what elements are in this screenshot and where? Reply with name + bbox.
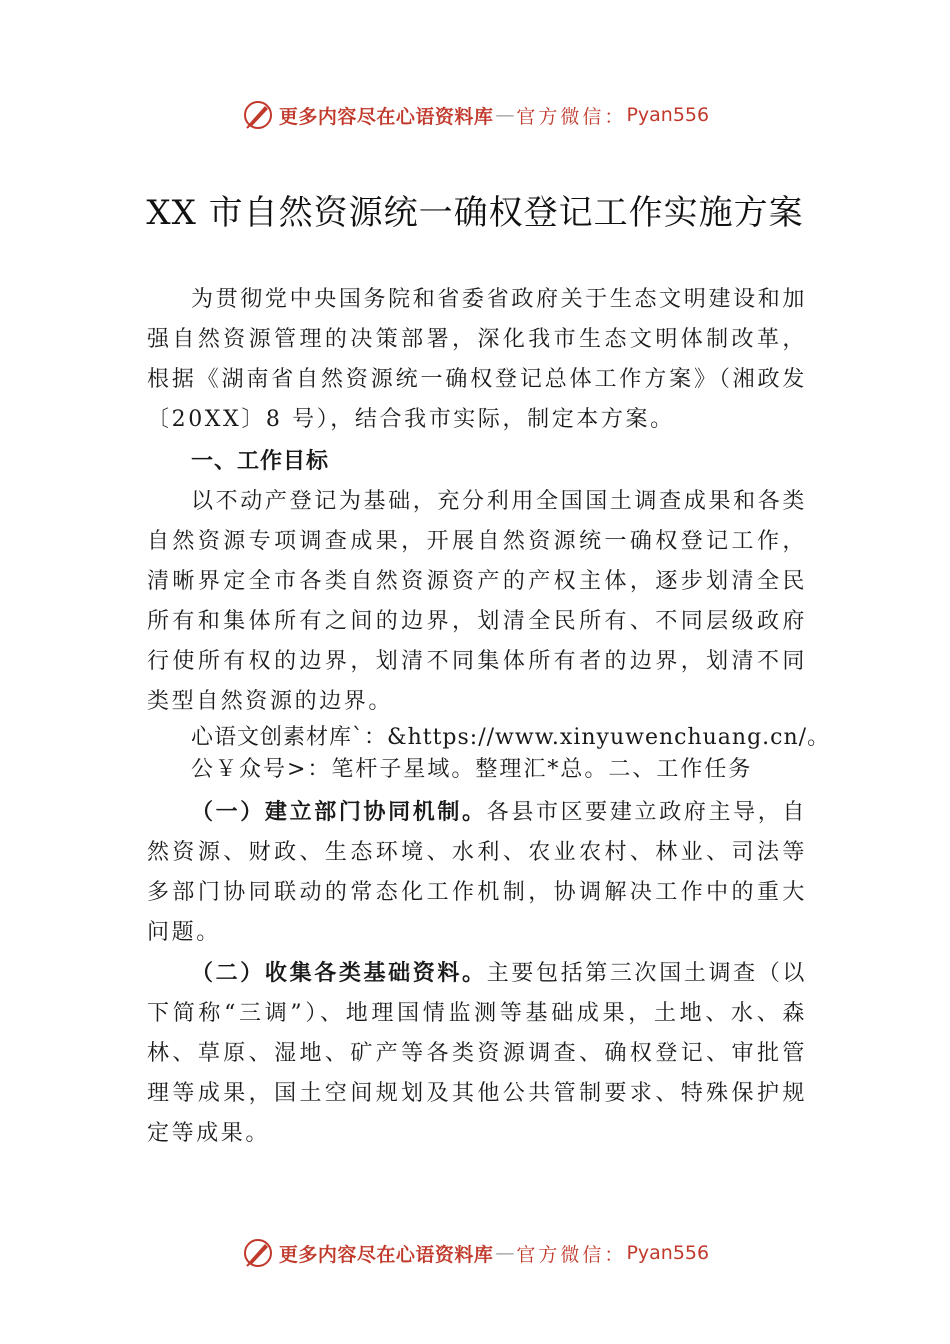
item1-title: （一）建立部门协同机制。 (191, 799, 487, 825)
watermark-line-2: 公￥众号>：笔杆子星域。整理汇*总。二、工作任务 (191, 757, 753, 782)
banner-wechat-label: 官方微信： (516, 1243, 627, 1266)
banner-wechat-id: Pyan556 (626, 1242, 710, 1264)
footer-banner (0, 1233, 950, 1273)
banner-wechat-id: Pyan556 (626, 104, 710, 126)
document-body (147, 280, 831, 1154)
quill-logo-icon (241, 98, 275, 132)
banner-main-text: 更多内容尽在心语资料库 (278, 1243, 494, 1266)
item1-body: 各县市区要建立政府主导，自然资源、财政、生态环境、水利、农业农村、林业、司法等多部门协同联动的常态化工作机制，协调解决工作中的重大问题。 (147, 800, 807, 945)
quill-logo-icon (241, 1236, 275, 1270)
item2-body: 主要包括第三次国土调查（以下简称“三调”）、地理国情监测等基础成果，土地、水、森林、草原、湿地、矿产等各类资源调查、确权登记、审批管理等成果，国土空间规划及其他公共管制要求、特殊保护规定等成果。 (147, 961, 807, 1146)
item1-paragraph (147, 792, 807, 953)
banner-separator: — (495, 1242, 515, 1264)
section1-paragraph: 以不动产登记为基础，充分利用全国国土调查成果和各类自然资源专项调查成果，开展自然资源统一确权登记工作，清晰界定全市各类自然资源资产的产权主体，逐步划清全民所有和集体所有之间的边界，划清全民所有、不同层级政府行使所有权的边界，划清不同集体所有者的边界，划清不同类型自然资源的边界。 (147, 489, 807, 714)
item2-paragraph (147, 953, 807, 1154)
document-title: XX 市自然资源统一确权登记工作实施方案 (146, 193, 804, 233)
item2-title: （二）收集各类基础资料。 (191, 960, 487, 986)
banner-separator: — (495, 104, 515, 126)
watermark-line-1: 心语文创素材库`：&https://www.xinyuwenchuang.cn/。 (191, 725, 831, 750)
section1-heading: 一、工作目标 (191, 449, 330, 474)
header-banner (0, 95, 950, 135)
banner-main-text: 更多内容尽在心语资料库 (278, 105, 494, 128)
banner-wechat-label: 官方微信： (516, 105, 627, 128)
intro-paragraph: 为贯彻党中央国务院和省委省政府关于生态文明建设和加强自然资源管理的决策部署，深化我市生态文明体制改革，根据《湖南省自然资源统一确权登记总体工作方案》（湘政发〔20XX〕8 号），结合我市实际，制定本方案。 (147, 287, 807, 432)
